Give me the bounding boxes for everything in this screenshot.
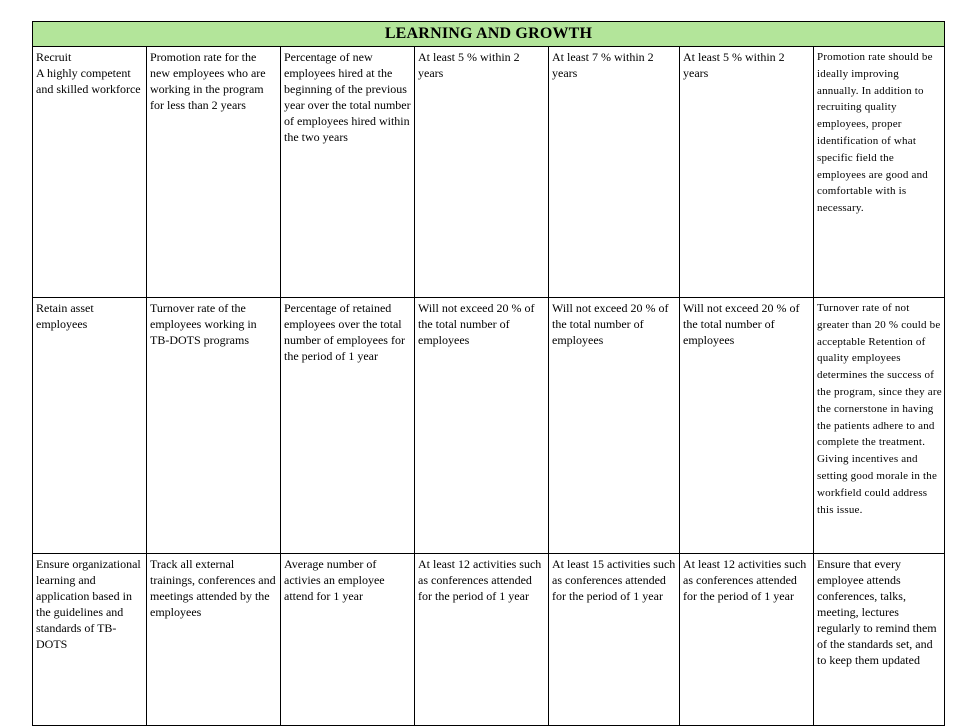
objective-cell: Ensure organizational learning and application based in the guidelines and standards of TB-DOTS xyxy=(33,554,147,726)
target-cell-1: Will not exceed 20 % of the total number of employees xyxy=(415,298,549,554)
definition-cell: Average number of activies an employee attend for 1 year xyxy=(281,554,415,726)
definition-cell: Percentage of retained employees over the total number of employees for the period of 1 year xyxy=(281,298,415,554)
target-cell-1: At least 5 % within 2 years xyxy=(415,47,549,298)
target-cell-3: At least 5 % within 2 years xyxy=(680,47,814,298)
measure-cell: Track all external trainings, conferences and meetings attended by the employees xyxy=(147,554,281,726)
table-title: LEARNING AND GROWTH xyxy=(33,22,945,47)
table-row xyxy=(33,554,945,726)
measure-cell: Promotion rate for the new employees who are working in the program for less than 2 years xyxy=(147,47,281,298)
notes-cell: Promotion rate should be ideally improving annually. In addition to recruiting quality employees, proper identification of what specific field the employees are good and comfortable with is necessary. xyxy=(814,47,945,298)
objective-cell xyxy=(33,47,147,298)
target-cell-1: At least 12 activities such as conferences attended for the period of 1 year xyxy=(415,554,549,726)
target-cell-3: Will not exceed 20 % of the total number of employees xyxy=(680,298,814,554)
target-cell-2: At least 15 activities such as conferences attended for the period of 1 year xyxy=(549,554,680,726)
learning-growth-table xyxy=(32,21,945,726)
table-row xyxy=(33,298,945,554)
objective-text: Recruit A highly competent and skilled workforce xyxy=(36,50,141,96)
definition-cell: Percentage of new employees hired at the beginning of the previous year over the total number of employees hired within the two years xyxy=(281,47,415,298)
measure-cell: Turnover rate of the employees working in TB-DOTS programs xyxy=(147,298,281,554)
notes-cell: Turnover rate of not greater than 20 % could be acceptable Retention of quality employees determines the success of the program, since they are the cornerstone in having the patients adhere to and complete the treatment. Giving incentives and setting good morale in the workfield could address this issue. xyxy=(814,298,945,554)
target-cell-2: At least 7 % within 2 years xyxy=(549,47,680,298)
table-title-row xyxy=(33,22,945,47)
table-row xyxy=(33,47,945,298)
target-cell-2: Will not exceed 20 % of the total number of employees xyxy=(549,298,680,554)
notes-cell: Ensure that every employee attends conferences, talks, meeting, lectures regularly to remind them of the standards set, and to keep them updated xyxy=(814,554,945,726)
target-cell-3: At least 12 activities such as conferences attended for the period of 1 year xyxy=(680,554,814,726)
objective-cell: Retain asset employees xyxy=(33,298,147,554)
